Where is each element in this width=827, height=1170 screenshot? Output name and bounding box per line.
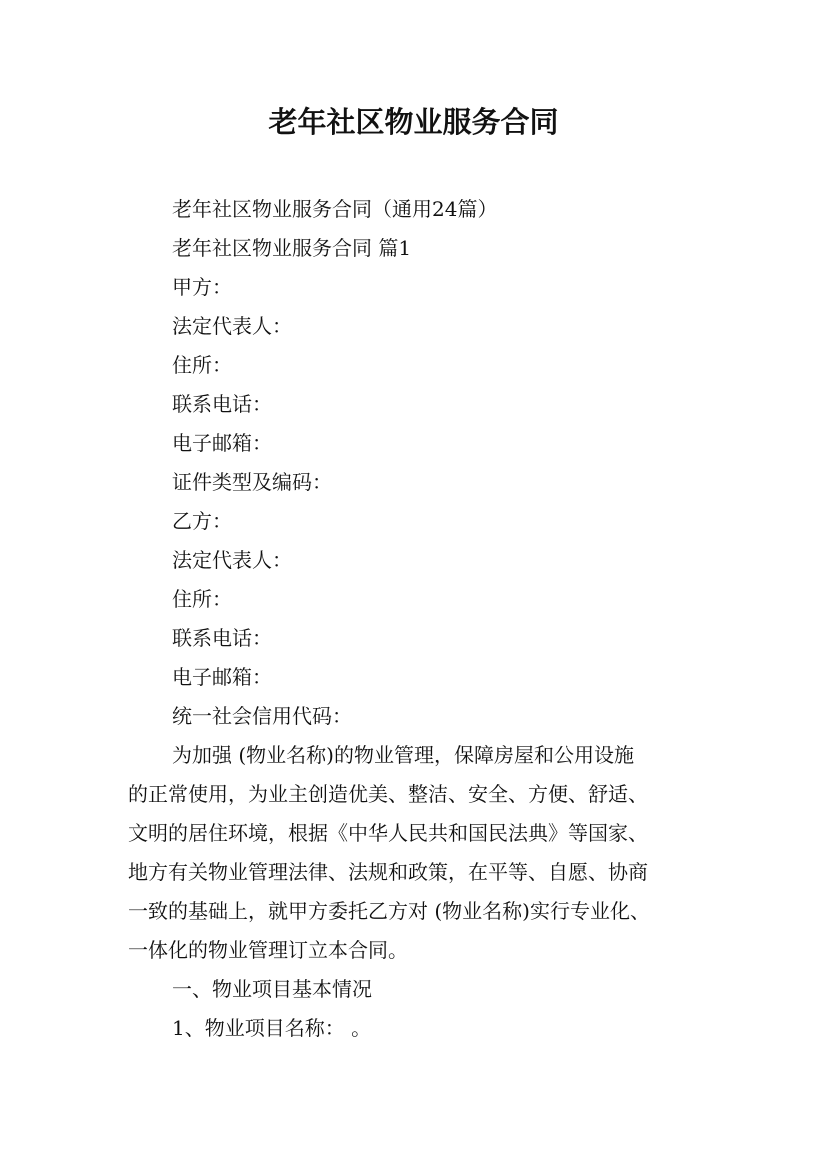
preamble-line: 的正常使用，为业主创造优美、整洁、安全、方便、舒适、 xyxy=(128,782,648,806)
subtitle-line: 老年社区物业服务合同（通用24篇） xyxy=(172,197,498,221)
document-title: 老年社区物业服务合同 xyxy=(268,105,559,139)
preamble-line: 地方有关物业管理法律、法规和政策，在平等、自愿、协商 xyxy=(128,860,648,884)
party-b-email: 电子邮箱： xyxy=(172,665,272,689)
party-b-label: 乙方： xyxy=(172,509,232,533)
preamble-line: 一体化的物业管理订立本合同。 xyxy=(128,938,408,962)
party-a-legal-rep: 法定代表人： xyxy=(172,314,292,338)
article-heading: 老年社区物业服务合同 篇1 xyxy=(172,236,412,260)
party-b-credit-code: 统一社会信用代码： xyxy=(172,704,352,728)
party-a-address: 住所： xyxy=(172,353,232,377)
item-property-name: 1、物业项目名称： 。 xyxy=(172,1016,372,1040)
party-a-email: 电子邮箱： xyxy=(172,431,272,455)
party-a-label: 甲方： xyxy=(172,275,232,299)
party-b-phone: 联系电话： xyxy=(172,626,272,650)
preamble-paragraph xyxy=(128,736,718,970)
party-a-phone: 联系电话： xyxy=(172,392,272,416)
preamble-line: 文明的居住环境，根据《中华人民共和国民法典》等国家、 xyxy=(128,821,648,845)
party-b-legal-rep: 法定代表人： xyxy=(172,548,292,572)
party-a-id-type: 证件类型及编码： xyxy=(172,470,332,494)
section-heading: 一、物业项目基本情况 xyxy=(172,977,372,1001)
party-b-address: 住所： xyxy=(172,587,232,611)
preamble-line: 为加强 (物业名称)的物业管理，保障房屋和公用设施 xyxy=(172,743,634,767)
preamble-line: 一致的基础上，就甲方委托乙方对 (物业名称)实行专业化、 xyxy=(128,899,650,923)
document-body xyxy=(128,190,718,1048)
